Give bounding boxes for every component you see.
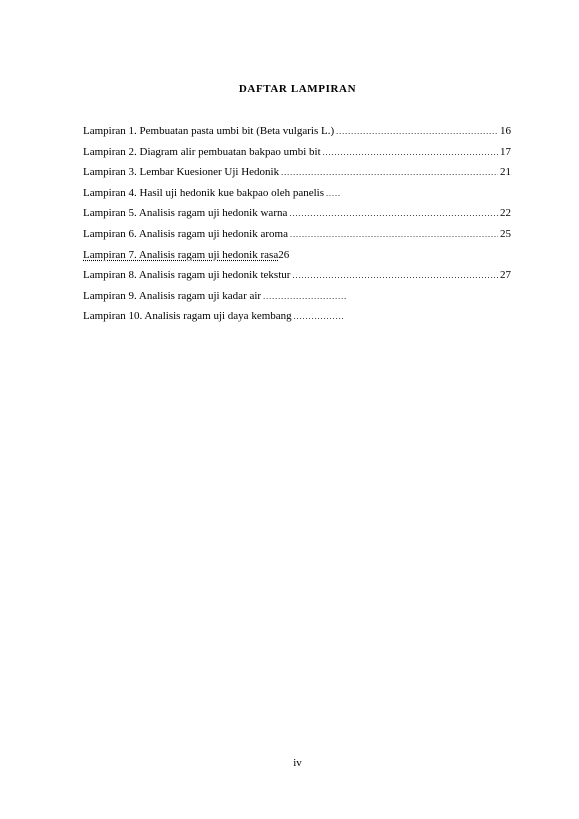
dot-leader xyxy=(289,204,498,225)
appendix-entry-2[interactable] xyxy=(83,142,511,163)
dot-leader xyxy=(292,266,498,287)
appendix-entry-label: Lampiran 3. Lembar Kuesioner Uji Hedonik xyxy=(83,166,280,179)
page-title: DAFTAR LAMPIRAN xyxy=(238,83,357,95)
appendix-entry-4[interactable] xyxy=(83,183,511,204)
appendix-entry-label: Lampiran 7. Analisis ragam uji hedonik rasa xyxy=(83,248,279,261)
appendix-list xyxy=(83,121,511,327)
appendix-entry-page: 25 xyxy=(500,227,511,240)
appendix-entry-6[interactable] xyxy=(83,224,511,245)
appendix-entry-label: Lampiran 6. Analisis ragam uji hedonik aroma xyxy=(83,227,288,240)
appendix-entry-5[interactable] xyxy=(83,203,511,224)
appendix-entry-label: Lampiran 4. Hasil uji hedonik kue bakpao oleh panelis xyxy=(83,186,325,199)
dot-leader xyxy=(290,225,498,246)
appendix-entry-page: 26 xyxy=(278,248,290,261)
appendix-entry-page: 21 xyxy=(500,166,511,179)
appendix-entry-1[interactable] xyxy=(83,121,511,142)
appendix-entry-label: Lampiran 2. Diagram alir pembuatan bakpao umbi bit xyxy=(83,145,321,158)
appendix-entry-8[interactable] xyxy=(83,265,511,286)
appendix-entry-page: 22 xyxy=(500,207,511,220)
dot-leader xyxy=(263,287,347,308)
dot-leader xyxy=(323,143,498,164)
dot-leader xyxy=(281,163,498,184)
appendix-entry-label: Lampiran 1. Pembuatan pasta umbi bit (Beta vulgaris L.) xyxy=(83,125,335,137)
dot-leader xyxy=(336,122,498,143)
appendix-entry-9[interactable] xyxy=(83,286,511,307)
dot-leader xyxy=(326,184,341,205)
appendix-entry-page: 17 xyxy=(500,145,511,158)
appendix-entry-3[interactable] xyxy=(83,162,511,183)
appendix-entry-label: Lampiran 9. Analisis ragam uji kadar air xyxy=(83,289,262,302)
appendix-entry-10[interactable] xyxy=(83,306,511,327)
page-number: iv xyxy=(293,757,302,769)
appendix-entry-7[interactable] xyxy=(83,245,511,266)
appendix-entry-page: 16 xyxy=(500,125,511,137)
appendix-entry-page: 27 xyxy=(500,269,511,282)
dot-leader xyxy=(294,307,345,328)
appendix-entry-label: Lampiran 5. Analisis ragam uji hedonik warna xyxy=(83,207,288,220)
appendix-entry-label: Lampiran 8. Analisis ragam uji hedonik tekstur xyxy=(83,269,291,282)
appendix-entry-label: Lampiran 10. Analisis ragam uji daya kembang xyxy=(83,310,292,323)
